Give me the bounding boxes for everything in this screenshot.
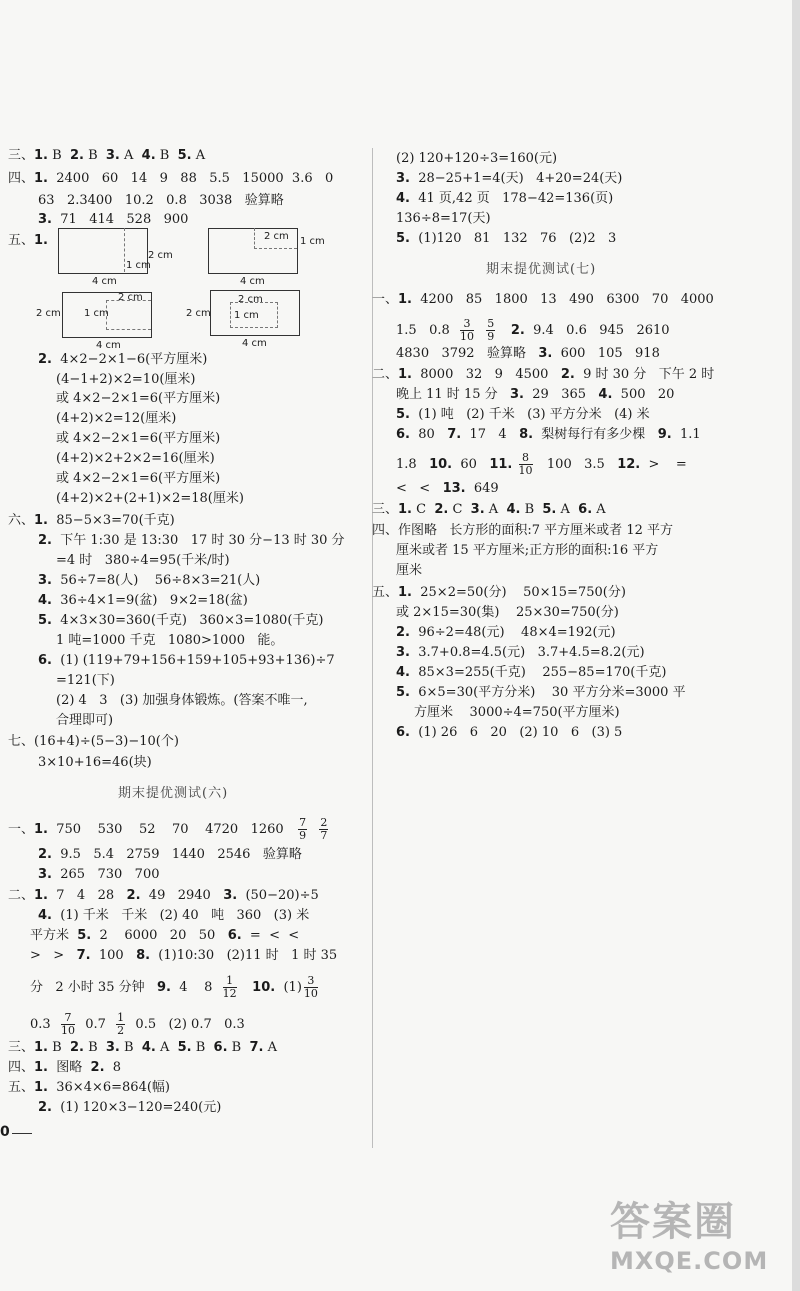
fraction: $\frac{7}{9}$ [299,816,307,842]
watermark-domain: MXQE.COM [610,1247,769,1275]
answer-line: (4−1+2)×2=10(厘米) [56,372,196,387]
answer-line: 或 4×2−2×1=6(平方厘米) [56,471,221,486]
answer-line: 二、1. 7 4 28 2. 49 2940 3. (50−20)÷5 [8,888,319,903]
page-edge [792,0,800,1291]
answer-line: 4830 3792 验算略 3. 600 105 918 [396,346,660,361]
answer-line: 63 2.3400 10.2 0.8 3038 验算略 [38,193,284,208]
answer-line: (2) 120+120÷3=160(元) [396,151,558,166]
answer-line: 四、1. 图略 2. 8 [8,1060,122,1075]
answer-line: 2. (1) 120×3−120=240(元) [38,1100,222,1115]
answer-line: 合理即可) [56,713,114,728]
answer-line: 五、1. [8,233,48,248]
fraction: $\frac{1}{12}$ [222,974,237,1000]
answer-line: 分 2 小时 35 分钟 9. 4 8 $\frac{1}{12}$ 10. (1) $\frac{3}{10}$ [30,974,318,1000]
answer-line: 4. 41 页,42 页 178−42=136(页) [396,191,614,206]
answer-line: 或 2×15=30(集) 25×30=750(分) [396,605,619,620]
answer-line: 三、1. B 2. B 3. A 4. B 5. A [8,148,206,163]
answer-line: 六、1. 85−5×3=70(千克) [8,513,175,528]
answer-line: 2. 下午 1:30 是 13:30 17 时 30 分−13 时 30 分 [38,533,345,548]
answer-line: 5. 4×3×30=360(千克) 360×3=1080(千克) [38,613,324,628]
answer-line: =121(下) [56,673,115,688]
answer-line: 四、作图略 长方形的面积:7 平方厘米或者 12 平方 [372,523,673,538]
fraction: $\frac{5}{9}$ [487,317,495,343]
answer-line: 4. 85×3=255(千克) 255−85=170(千克) [396,665,667,680]
answer-line: 2. 9.5 5.4 2759 1440 2546 验算略 [38,847,302,862]
answer-line: 2. 4×2−2×1−6(平方厘米) [38,352,208,367]
watermark-brand: 答案圈 [610,1199,736,1245]
answer-line: 2. 96÷2=48(元) 48×4=192(元) [396,625,616,640]
answer-line: 3. 71 414 528 900 [38,212,189,227]
answer-line: 五、1. 25×2=50(分) 50×15=750(分) [372,585,626,600]
answer-line: < < 13. 649 [396,481,499,496]
answer-line: 6. 80 7. 17 4 8. 梨树每行有多少棵 9. 1.1 [396,427,701,442]
answer-line: 一、1. 750 530 52 70 4720 1260 $\frac{7}{9}$ $\frac{2}{7}$ [8,816,328,842]
watermark [610,1190,780,1285]
answer-line: 七、(16+4)÷(5−3)−10(个) [8,734,179,749]
fraction: $\frac{3}{10}$ [303,974,318,1000]
answer-line: 厘米 [396,563,423,578]
answer-line: 4. (1) 千米 千米 (2) 40 吨 360 (3) 米 [38,908,310,923]
answer-line: 方厘米 3000÷4=750(平方厘米) [414,705,620,720]
answer-line: 或 4×2−2×1=6(平方厘米) [56,391,221,406]
answer-line: > > 7. 100 8. (1)10:30 (2)11 时 1 时 35 [30,948,338,963]
page-number-rule [12,1133,32,1134]
answer-line: (4+2)×2+2×2=16(厘米) [56,451,215,466]
answer-line: (2) 4 3 (3) 加强身体锻炼。(答案不唯一, [56,693,308,708]
answer-line: 1.5 0.8 $\frac{3}{10}$ $\frac{5}{9}$ 2. 9.4 0.6 945 2610 [396,317,670,343]
section-title-test-6: 期末提优测试(六) [118,786,229,801]
answer-line: (4+2)×2=12(厘米) [56,411,177,426]
answer-line: 三、1. C 2. C 3. A 4. B 5. A 6. A [372,502,606,517]
answer-line: 5. 6×5=30(平方分米) 30 平方分米=3000 平 [396,685,686,700]
fraction: $\frac{7}{10}$ [60,1011,75,1037]
answer-line: 0.3 $\frac{7}{10}$ 0.7 $\frac{1}{2}$ 0.5 (2) 0.7 0.3 [30,1011,245,1037]
answer-line: 四、1. 2400 60 14 9 88 5.5 15000 3.6 0 [8,171,334,186]
answer-line: (4+2)×2+(2+1)×2=18(厘米) [56,491,244,506]
answer-line: 3×10+16=46(块) [38,755,152,770]
answer-line: 五、1. 36×4×6=864(幅) [8,1080,170,1095]
answer-line: 厘米或者 15 平方厘米;正方形的面积:16 平方 [396,543,659,558]
fraction: $\frac{2}{7}$ [320,816,328,842]
fraction: $\frac{1}{2}$ [117,1011,125,1037]
answer-line: =4 时 380÷4=95(千米/时) [56,553,230,568]
answer-line: 二、1. 8000 32 9 4500 2. 9 时 30 分 下午 2 时 [372,367,715,382]
answer-line: 3. 265 730 700 [38,867,160,882]
fraction: $\frac{3}{10}$ [460,317,475,343]
answer-line: 6. (1) (119+79+156+159+105+93+136)÷7 [38,653,335,668]
answer-line: 6. (1) 26 6 20 (2) 10 6 (3) 5 [396,725,623,740]
answer-line: 晚上 11 时 15 分 3. 29 365 4. 500 20 [396,387,675,402]
answer-line: 4. 36÷4×1=9(盆) 9×2=18(盆) [38,593,248,608]
page-number: 0 [0,1124,10,1140]
answer-line: 平方米 5. 2 6000 20 50 6. = < < [30,928,300,943]
answer-line: 3. 3.7+0.8=4.5(元) 3.7+4.5=8.2(元) [396,645,645,660]
answer-line: 三、1. B 2. B 3. B 4. A 5. B 6. B 7. A [8,1040,277,1055]
fraction: $\frac{8}{10}$ [518,451,533,477]
section-title-test-7: 期末提优测试(七) [486,262,597,277]
answer-line: 或 4×2−2×1=6(平方厘米) [56,431,221,446]
answer-line: 1.8 10. 60 11. $\frac{8}{10}$ 100 3.5 12. > = [396,451,687,477]
answer-line: 3. 28−25+1=4(天) 4+20=24(天) [396,171,623,186]
answer-line: 一、1. 4200 85 1800 13 490 6300 70 4000 [372,292,714,307]
answer-line: 136÷8=17(天) [396,211,491,226]
answer-line: 3. 56÷7=8(人) 56÷8×3=21(人) [38,573,261,588]
answer-page: 三、1. B 2. B 3. A 4. B 5. A 四、1. 2400 60 14 9 88 5.5 15000 3.6 0 63 2.3400 10.2 0.8 3038 验算略 3. 71 414 528 900 五、1. 2 cm 1 cm 4 cm 2 cm 1 cm 4 cm 2 cm 1 cm 2 cm 4 cm 2 cm 1 cm 2 cm 4 cm 2. 4×2−2×1−6(平方厘米) (4−1+2)×2=10(厘米) 或 4×2−2×1=6(平方厘米) (4+2)×2=12(厘米) 或 4×2−2×1=6(平方厘米) (4+2)×2+2×2=16(厘米) 或 4×2−2×1=6(平方厘米) (4+2)×2+(2+1)×2=18(厘米) 六、1. 85−5×3=70(千克) 2. 下午 1:30 是 13:30 17 时 30 分−13 时 30 分 =4 时 380÷4=95(千米/时) 3. 56÷7=8(人) 56÷8×3=21(人) 4. 36÷4×1=9(盆) 9×2=18(盆) 5. 4×3×30=360(千克) 360×3=1080(千克) 1 吨=1000 千克 1080>1000 能。 6. (1) (119+79+156+159+105+93+136)÷7 =121(下) (2) 4 3 (3) 加强身体锻炼。(答案不唯一, 合理即可) 七、(16+4)÷(5−3)−10(个) 3×10+16=46(块) 期末提优测试(六) 一、1. 750 530 52 70 4720 1260 $\frac{7}{9}$ $\frac{2}{7}$ 2. 9.5 5.4 2759 1440 2546 验算略 3. 265 730 700 二、1. 7 4 28 2. 49 2940 3. (50−20)÷5 4. (1) 千米 千米 (2) 40 吨 360 (3) 米 平方米 5. 2 6000 20 50 6. = < < > > 7. 100 8. (1)10:30 (2)11 时 1 时 35 分 2 小时 35 分钟 9. 4 8 $\frac{1}{12}$ 10. (1) $\frac{3}{10}$ 0.3 $\frac{7}{10}$ 0.7 $\frac{1}{2}$ 0.5 (2) 0.7 0.3 三、1. B 2. B 3. B 4. A 5. B 6. B 7. A 四、1. 图略 2. 8 五、1. 36×4×6=864(幅) 2. (1) 120×3−120=240(元) (2) 120+120÷3=160(元) 3. 28−25+1=4(天) 4+20=24(天) 4. 41 页,42 页 178−42=136(页) 136÷8=17(天) 5. (1)120 81 132 76 (2)2 3 期末提优测试(七) 一、1. 4200 85 1800 13 490 6300 70 4000 1.5 0.8 $\frac{3}{10}$ $\frac{5}{9}$ 2. 9.4 0.6 945 2610 4830 3792 验算略 3. 600 105 918 二、1. 8000 32 9 4500 2. 9 时 30 分 下午 2 时 晚上 11 时 15 分 3. 29 365 4. 500 20 5. (1) 吨 (2) 千米 (3) 平方分米 (4) 米 6. 80 7. 17 4 8. 梨树每行有多少棵 9. 1.1 1.8 10. 60 11. $\frac{8}{10}$ 100 3.5 12. > = < < 13. 649 三、1. C 2. C 3. A 4. B 5. A 6. A 四、作图略 长方形的面积:7 平方厘米或者 12 平方 厘米或者 15 平方厘米;正方形的面积:16 平方 厘米 五、1. 25×2=50(分) 50×15=750(分) 或 2×15=30(集) 25×30=750(分) 2. 96÷2=48(元) 48×4=192(元) 3. 3.7+0.8=4.5(元) 3.7+4.5=8.2(元) 4. 85×3=255(千克) 255−85=170(千克) 5. 6×5=30(平方分米) 30 平方分米=3000 平 方厘米 3000÷4=750(平方厘米) 6. (1) 26 6 20 (2) 10 6 (3) 5 0 答案圈 MXQE.COM [0,0,800,1291]
answer-line: 1 吨=1000 千克 1080>1000 能。 [56,633,284,648]
answer-line: 5. (1) 吨 (2) 千米 (3) 平方分米 (4) 米 [396,407,650,422]
answer-line: 5. (1)120 81 132 76 (2)2 3 [396,231,617,246]
